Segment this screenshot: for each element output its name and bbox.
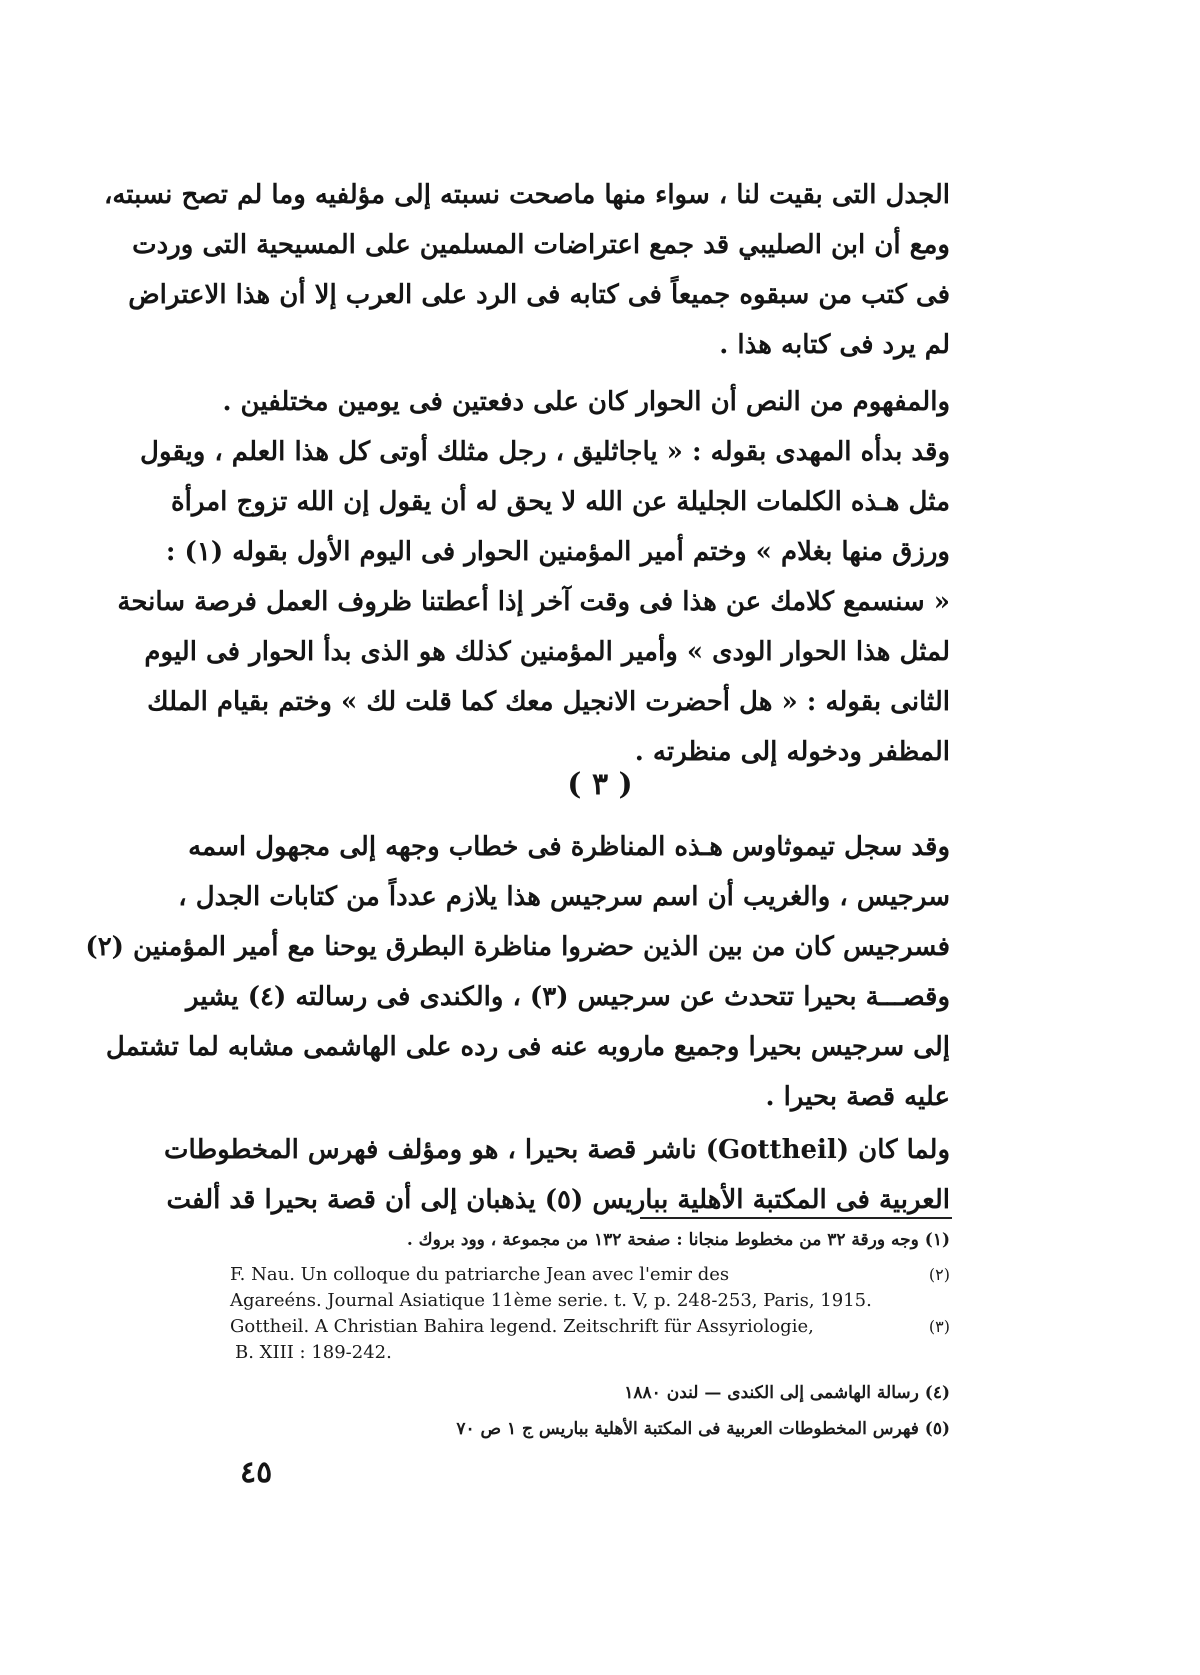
text-line: لمثل هذا الحوار الودى » وأمير المؤمنين كذلك هو الذى بدأ الحوار فى اليوم [144, 637, 950, 667]
footnote-text: (٤) رسالة الهاشمى إلى الكندى — لندن ١٨٨٠ [624, 1383, 950, 1403]
text-line: سرجيس ، والغريب أن اسم سرجيس هذا يلازم عدداً من كتابات الجدل ، [178, 882, 950, 912]
footnote-line: Gottheil. A Christian Bahira legend. Zeitschrift für Assyriologie, [230, 1316, 814, 1337]
footnote-line: B. XIII : 189-242. [235, 1342, 392, 1363]
footnote-text [235, 1340, 955, 1366]
text-line: وقصـــة بحيرا تتحدث عن سرجيس (٣) ، والكندى فى رسالته (٤) يشير [186, 982, 950, 1012]
text-line: عليه قصة بحيرا . [765, 1082, 950, 1112]
footnote-text: (٥) فهرس المخطوطات العربية فى المكتبة الأهلية بباريس ج ١ ص ٧٠ [456, 1419, 950, 1439]
text-line: مثل هـذه الكلمات الجليلة عن الله لا يحق له أن يقول إن الله تزوج امرأة [171, 487, 950, 517]
footnote-line: Agareéns. Journal Asiatique 11ème serie. t. V, p. 248-253, Paris, 1915. [230, 1290, 872, 1311]
footnote-1 [230, 1224, 950, 1256]
text-line: المظفر ودخوله إلى منظرته . [634, 737, 950, 767]
footnote-5 [230, 1413, 950, 1445]
text-line: « سنسمع كلامك عن هذا فى وقت آخر إذا أعطتنا ظروف العمل فرصة سانحة [117, 587, 950, 617]
footnote-3 [230, 1314, 950, 1340]
text-line: إلى سرجيس بحيرا وجميع ماروبه عنه فى رده على الهاشمى مشابه لما تشتمل [105, 1032, 950, 1062]
text-line: وقد سجل تيموثاوس هـذه المناظرة فى خطاب وجهه إلى مجهول اسمه [188, 832, 950, 862]
section-heading: ( ٣ ) [567, 767, 633, 802]
footnote-divider [640, 1217, 952, 1219]
text-line: الثانى بقوله : « هل أحضرت الانجيل معك كما قلت لك » وختم بقيام الملك [147, 687, 950, 717]
text-line: وقد بدأه المهدى بقوله : « ياجاثليق ، رجل مثلك أوتى كل هذا العلم ، ويقول [140, 437, 950, 467]
footnote-text [230, 1262, 950, 1288]
footnote-text [230, 1314, 950, 1340]
footnote-3-continued [235, 1340, 955, 1366]
page-number: ٤٥ [240, 1455, 273, 1490]
footnote-line: F. Nau. Un colloque du patriarche Jean avec l'emir des [230, 1264, 730, 1285]
text-line: والمفهوم من النص أن الحوار كان على دفعتين فى يومين مختلفين . [222, 387, 950, 417]
text-line: ورزق منها بغلام » وختم أمير المؤمنين الحوار فى اليوم الأول بقوله (١) : [165, 537, 950, 567]
paragraph-1 [103, 170, 950, 370]
text-line: العربية فى المكتبة الأهلية بباريس (٥) يذهبان إلى أن قصة بحيرا قد ألفت [166, 1185, 950, 1215]
text-line: ولما كان (Gottheil) ناشر قصة بحيرا ، هو ومؤلف فهرس المخطوطات [164, 1135, 950, 1165]
footnote-number: (٣) [928, 1317, 950, 1336]
paragraph-2 [117, 377, 950, 777]
paragraph-4 [164, 1125, 950, 1225]
footnote-2 [230, 1262, 950, 1314]
footnote-text [230, 1288, 950, 1314]
paragraph-3 [85, 822, 950, 1122]
text-line: لم يرد فى كتابه هذا . [719, 330, 950, 360]
footnote-text: (١) وجه ورقة ٣٢ من مخطوط منجانا : صفحة ١٣٢ من مجموعة ، وود بروك . [406, 1230, 950, 1250]
text-line: فسرجيس كان من بين الذين حضروا مناظرة البطرق يوحنا مع أمير المؤمنين (٢) [85, 932, 950, 962]
text-line: الجدل التى بقيت لنا ، سواء منها ماصحت نسبته إلى مؤلفيه وما لم تصح نسبته، [103, 180, 950, 210]
footnote-number: (٢) [928, 1265, 950, 1284]
text-line: ومع أن ابن الصليبي قد جمع اعتراضات المسلمين على المسيحية التى وردت [132, 230, 950, 260]
text-line: فى كتب من سبقوه جميعاً فى كتابه فى الرد على العرب إلا أن هذا الاعتراض [128, 280, 950, 310]
footnote-4 [230, 1377, 950, 1409]
